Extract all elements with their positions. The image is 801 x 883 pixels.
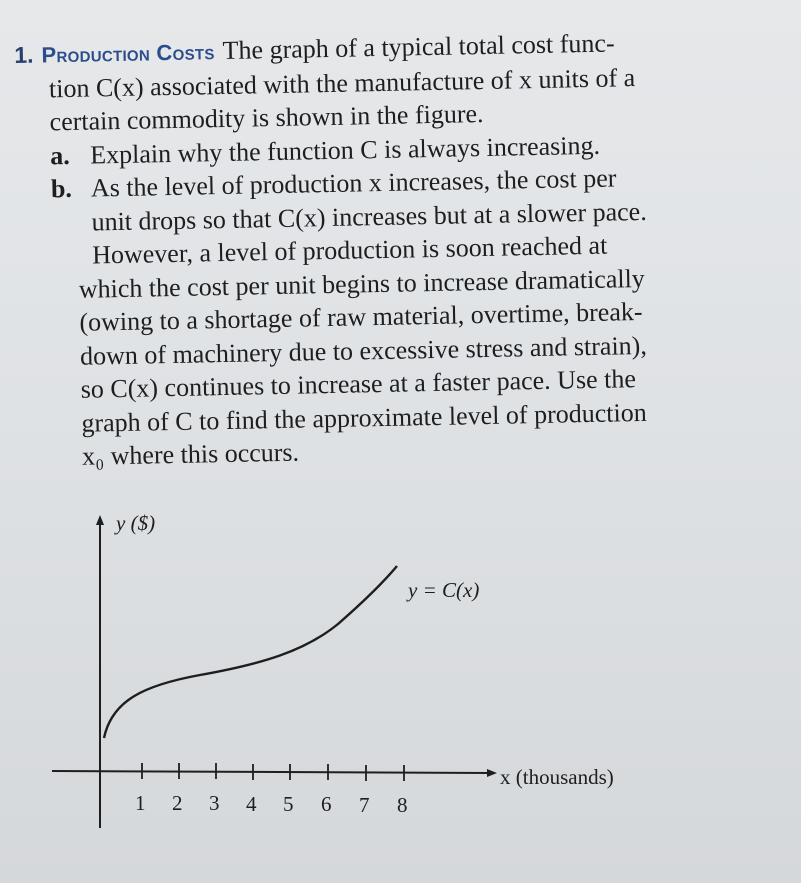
part-a-label: a. xyxy=(49,140,71,170)
intro-line: tion C(x) associated with the manufacture of x units of a xyxy=(48,62,636,103)
x-tick-label: 2 xyxy=(172,791,183,815)
x-tick-label: 7 xyxy=(359,793,370,817)
part-b-line: so C(x) continues to increase at a faster pace. Use the xyxy=(80,364,637,404)
x-tick-label: 3 xyxy=(209,791,220,815)
part-b-line: x₀ where this occurs. xyxy=(81,437,300,471)
part-b-line: down of machinery due to excessive stress and strain), xyxy=(79,330,648,371)
x-axis-label: x (thousands) xyxy=(500,765,614,789)
curve-label: y = C(x) xyxy=(408,578,480,602)
x-tick-label: 1 xyxy=(135,791,146,815)
part-b-line: (owing to a shortage of raw material, overtime, break- xyxy=(79,296,643,337)
part-a-text: Explain why the function C is always increasing. xyxy=(89,130,601,170)
x-tick-labels xyxy=(135,791,408,817)
x-axis xyxy=(52,771,492,773)
y-axis-label: y ($) xyxy=(116,511,156,535)
part-b-label: b. xyxy=(50,173,73,204)
part-b-line: unit drops so that C(x) increases but at a slower pace. xyxy=(91,196,647,237)
cost-curve xyxy=(104,566,397,738)
problem-heading: Production Costs xyxy=(41,39,215,68)
intro-line: certain commodity is shown in the figure. xyxy=(49,99,484,137)
part-b-line: As the level of production x increases, the cost per xyxy=(90,163,617,203)
problem-number: 1. xyxy=(14,41,34,68)
part-b-line: However, a level of production is soon reached at xyxy=(91,230,608,270)
x-tick-label: 5 xyxy=(283,792,294,816)
intro-line: The graph of a typical total cost func- xyxy=(222,28,615,65)
x-tick-label: 6 xyxy=(321,792,332,816)
x-tick-label: 8 xyxy=(397,793,408,817)
part-b-line: which the cost per unit begins to increase dramatically xyxy=(78,263,646,304)
x-tick-label: 4 xyxy=(246,792,257,816)
part-b-line: graph of C to find the approximate level of production xyxy=(81,397,647,438)
